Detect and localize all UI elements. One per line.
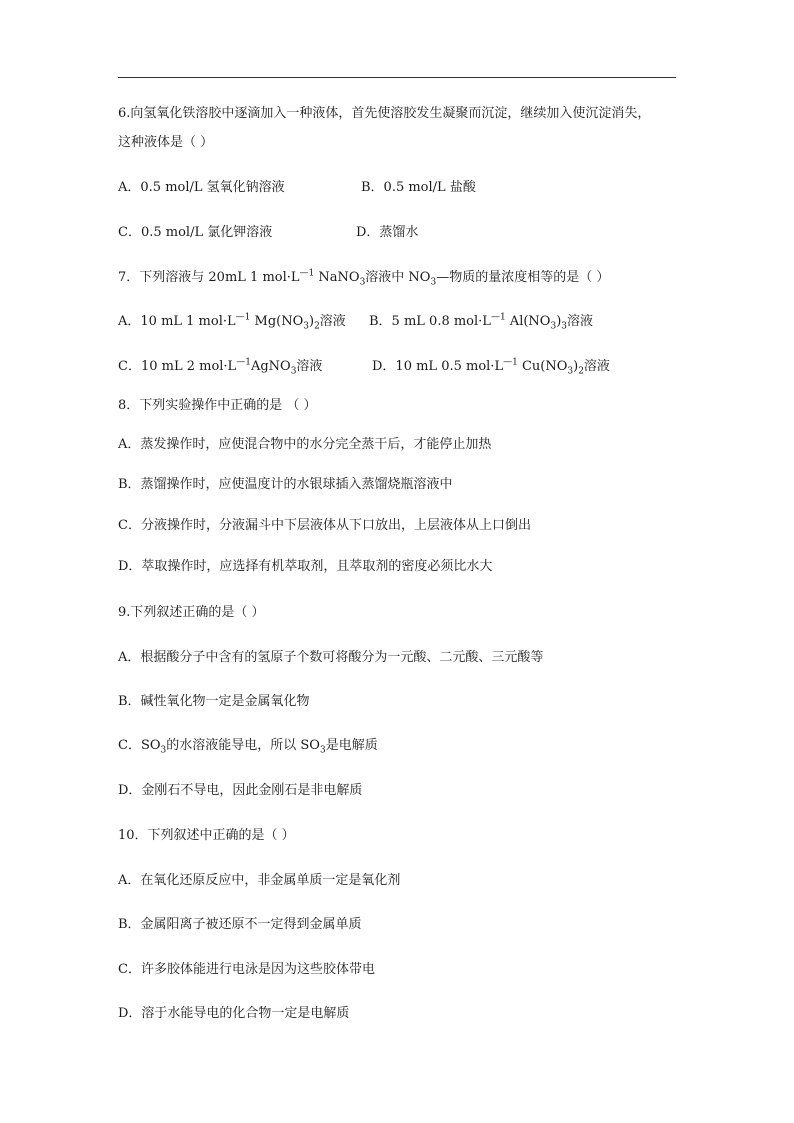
q10-option-d[interactable]: D．溶于水能导电的化合物一定是电解质 <box>118 1006 350 1021</box>
q7-d-part: ) <box>573 359 579 374</box>
q8-option-d[interactable]: D．萃取操作时，应选择有机萃取剂，且萃取剂的密度必须比水大 <box>118 559 493 574</box>
q7-b-part: B．5 mL 0.8 mol·L <box>369 314 491 329</box>
q7-d-part: Cu(NO <box>517 359 568 374</box>
q7-stem <box>118 270 609 286</box>
q10-stem: 10．下列叙述中正确的是（ ） <box>118 828 295 843</box>
q7-a-sub: 2 <box>314 321 320 332</box>
q7-stem-sub: 3 <box>430 277 437 288</box>
q7-c-sub: 3 <box>290 366 297 377</box>
q7-d-part: 溶液 <box>583 359 610 374</box>
q9-option-d[interactable]: D．金刚石不导电，因此金刚石是非电解质 <box>118 783 363 798</box>
q7-b-sup: —1 <box>490 312 506 323</box>
q8-stem: 8．下列实验操作中正确的是 （ ） <box>118 398 317 413</box>
q9-option-b[interactable]: B．碱性氧化物一定是金属氧化物 <box>118 694 310 709</box>
q7-stem-part: NaNO <box>314 270 360 285</box>
q9-c-part: C．SO <box>118 738 161 753</box>
q10-option-c[interactable]: C．许多胶体能进行电泳是因为这些胶体带电 <box>118 962 375 977</box>
q7-c-part: AgNO <box>250 359 291 374</box>
q7-a-part: 溶液 <box>319 314 346 329</box>
q7-stem-part: —物质的量浓度相等的是（ ） <box>436 270 610 285</box>
q7-c-part: 溶液 <box>296 359 323 374</box>
q6-option-d[interactable]: D．蒸馏水 <box>356 225 419 240</box>
q7-d-part: D．10 mL 0.5 mol·L <box>372 359 504 374</box>
q6-stem-line2: 这种液体是（ ） <box>118 135 214 150</box>
q7-option-a[interactable] <box>118 314 346 330</box>
q7-stem-part: 溶液中 NO <box>365 270 431 285</box>
q7-option-b[interactable] <box>369 314 593 330</box>
q9-option-c[interactable] <box>118 738 378 754</box>
q9-c-part: 是电解质 <box>325 738 378 753</box>
q7-stem-part: 7．下列溶液与 20mL 1 mol·L <box>118 270 300 285</box>
q9-c-part: 的水溶液能导电，所以 SO <box>166 738 320 753</box>
q7-b-part: ) <box>556 314 562 329</box>
q7-stem-sub: 3 <box>359 277 366 288</box>
q7-a-part: A．10 mL 1 mol·L <box>118 314 236 329</box>
q7-d-sup: —1 <box>503 357 518 368</box>
q7-c-part: C．10 mL 2 mol·L <box>118 359 237 374</box>
q7-b-part: Al(NO <box>505 314 551 329</box>
q7-b-sub: 3 <box>561 321 568 332</box>
q8-option-a[interactable]: A．蒸发操作时，应使混合物中的水分完全蒸干后，才能停止加热 <box>118 437 492 452</box>
q7-option-d[interactable] <box>372 359 610 375</box>
q9-option-a[interactable]: A．根据酸分子中含有的氢原子个数可将酸分为一元酸、二元酸、三元酸等 <box>118 650 544 665</box>
q9-c-sub: 3 <box>319 745 326 756</box>
header-rule <box>118 77 676 78</box>
q7-b-sub: 3 <box>550 321 557 332</box>
q6-option-c[interactable]: C．0.5 mol/L 氯化钾溶液 <box>118 225 273 240</box>
q7-a-part: Mg(NO <box>250 314 304 329</box>
q6-option-b[interactable]: B．0.5 mol/L 盐酸 <box>361 180 476 195</box>
q8-option-b[interactable]: B．蒸馏操作时，应使温度计的水银球插入蒸馏烧瓶溶液中 <box>118 477 453 492</box>
q7-d-sub: 2 <box>578 366 584 377</box>
q7-option-c[interactable] <box>118 359 322 375</box>
q10-option-a[interactable]: A．在氧化还原反应中，非金属单质一定是氧化剂 <box>118 873 401 888</box>
q7-d-sub: 3 <box>567 366 574 377</box>
q9-stem: 9.下列叙述正确的是（ ） <box>118 605 265 620</box>
q6-stem-line1: 6.向氢氧化铁溶胶中逐滴加入一种液体，首先使溶胶发生凝聚而沉淀，继续加入使沉淀消失， <box>118 106 651 121</box>
q6-option-a[interactable]: A．0.5 mol/L 氢氧化钠溶液 <box>118 180 285 195</box>
q7-stem-sup: —1 <box>299 268 315 279</box>
q8-option-c[interactable]: C．分液操作时，分液漏斗中下层液体从下口放出，上层液体从上口倒出 <box>118 518 531 533</box>
q7-b-part: 溶液 <box>567 314 594 329</box>
q10-option-b[interactable]: B．金属阳离子被还原不一定得到金属单质 <box>118 917 362 932</box>
q7-c-sup: —1 <box>236 357 251 368</box>
q7-a-sub: 3 <box>303 321 309 332</box>
q9-c-sub: 3 <box>160 745 167 756</box>
q7-a-part: ) <box>308 314 315 329</box>
q7-a-sup: —1 <box>235 312 251 323</box>
